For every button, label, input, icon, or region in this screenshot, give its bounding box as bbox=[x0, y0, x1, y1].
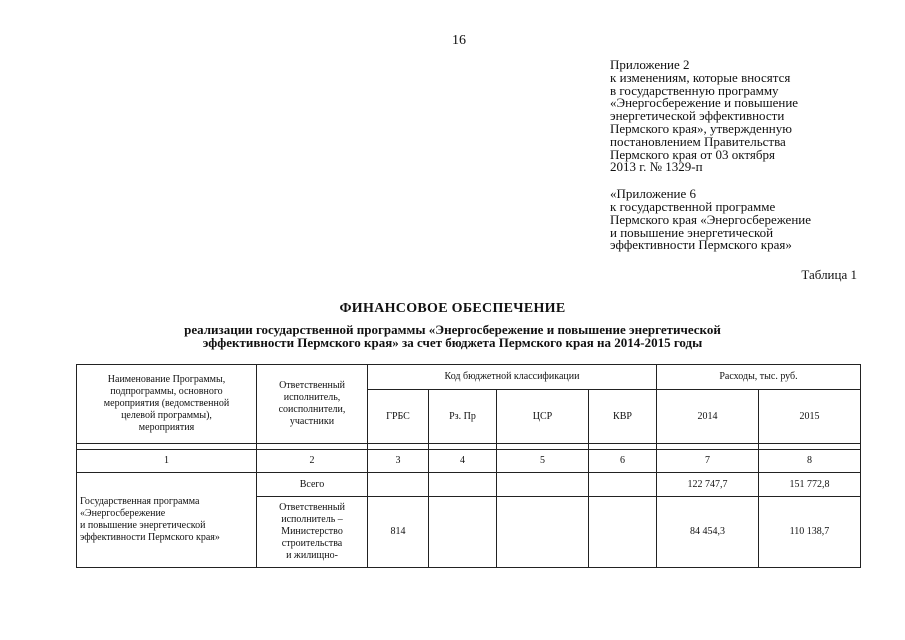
document-subtitle-line1: реализации государственной программы «Энергосбережение и повышение энергетической bbox=[184, 322, 721, 337]
table-label: Таблица 1 bbox=[801, 267, 857, 282]
rzpr-cell bbox=[429, 497, 497, 568]
appendix-line: Пермского края», утвержденную bbox=[610, 120, 792, 136]
header-expenses-group: Расходы, тыс. руб. bbox=[657, 365, 861, 390]
header-grbs: ГРБС bbox=[368, 390, 429, 444]
header-kvr: КВР bbox=[589, 390, 657, 444]
executor-responsible: Ответственный исполнитель – Министерство строительства и жилищно- bbox=[257, 497, 368, 568]
grbs-cell: 814 bbox=[368, 497, 429, 568]
csr-cell bbox=[497, 497, 589, 568]
appendix6-line: «Приложение 6 bbox=[610, 186, 697, 202]
appendix-line: «Энергосбережение и повышение bbox=[610, 95, 799, 111]
appendix-line: к изменениям, которые вносятся bbox=[610, 69, 791, 85]
table-header-row bbox=[77, 365, 861, 390]
column-number: 4 bbox=[429, 450, 497, 473]
header-name-cell: Наименование Программы, подпрограммы, основного мероприятия (ведомственной целевой программы), мероприятия bbox=[77, 365, 257, 444]
appendix6-line: к государственной программе bbox=[610, 198, 776, 214]
appendix6-line: и повышение энергетической bbox=[610, 224, 774, 240]
header-year-2014: 2014 bbox=[657, 390, 759, 444]
header-csr: ЦСР bbox=[497, 390, 589, 444]
column-number: 7 bbox=[657, 450, 759, 473]
appendix-line: Пермского края от 03 октября bbox=[610, 146, 775, 162]
appendix6-line: эффективности Пермского края» bbox=[610, 237, 792, 253]
appendix6-line: Пермского края «Энергосбережение bbox=[610, 211, 812, 227]
appendix-block bbox=[610, 59, 880, 252]
table-row bbox=[77, 473, 861, 497]
expense-2015-total: 151 772,8 bbox=[759, 473, 861, 497]
header-year-2015: 2015 bbox=[759, 390, 861, 444]
column-number: 3 bbox=[368, 450, 429, 473]
csr-cell bbox=[497, 473, 589, 497]
appendix-line: постановлением Правительства bbox=[610, 133, 786, 149]
financing-table bbox=[76, 364, 861, 568]
column-number: 6 bbox=[589, 450, 657, 473]
grbs-cell bbox=[368, 473, 429, 497]
expense-2014-total: 122 747,7 bbox=[657, 473, 759, 497]
kvr-cell bbox=[589, 497, 657, 568]
table-column-number-row bbox=[77, 450, 861, 473]
program-name-cell: Государственная программа «Энергосбережение и повышение энергетической эффективности Пермского края» bbox=[77, 473, 257, 568]
executor-total: Всего bbox=[257, 473, 368, 497]
appendix-line: 2013 г. № 1329-п bbox=[610, 159, 703, 175]
column-number: 5 bbox=[497, 450, 589, 473]
expense-2015-responsible: 110 138,7 bbox=[759, 497, 861, 568]
header-executor-cell: Ответственный исполнитель, соисполнители, участники bbox=[257, 365, 368, 444]
kvr-cell bbox=[589, 473, 657, 497]
header-budget-code-group: Код бюджетной классификации bbox=[368, 365, 657, 390]
page-number: 16 bbox=[452, 33, 466, 48]
column-number: 2 bbox=[257, 450, 368, 473]
document-title: ФИНАНСОВОЕ ОБЕСПЕЧЕНИЕ bbox=[339, 301, 566, 316]
column-number: 1 bbox=[77, 450, 257, 473]
appendix-line: энергетической эффективности bbox=[610, 108, 785, 124]
column-number: 8 bbox=[759, 450, 861, 473]
appendix-line: Приложение 2 bbox=[610, 57, 690, 72]
header-rzpr: Рз. Пр bbox=[429, 390, 497, 444]
appendix-line: в государственную программу bbox=[610, 82, 779, 98]
document-subtitle-line2: эффективности Пермского края» за счет бюджета Пермского края на 2014-2015 годы bbox=[202, 335, 703, 350]
rzpr-cell bbox=[429, 473, 497, 497]
expense-2014-responsible: 84 454,3 bbox=[657, 497, 759, 568]
